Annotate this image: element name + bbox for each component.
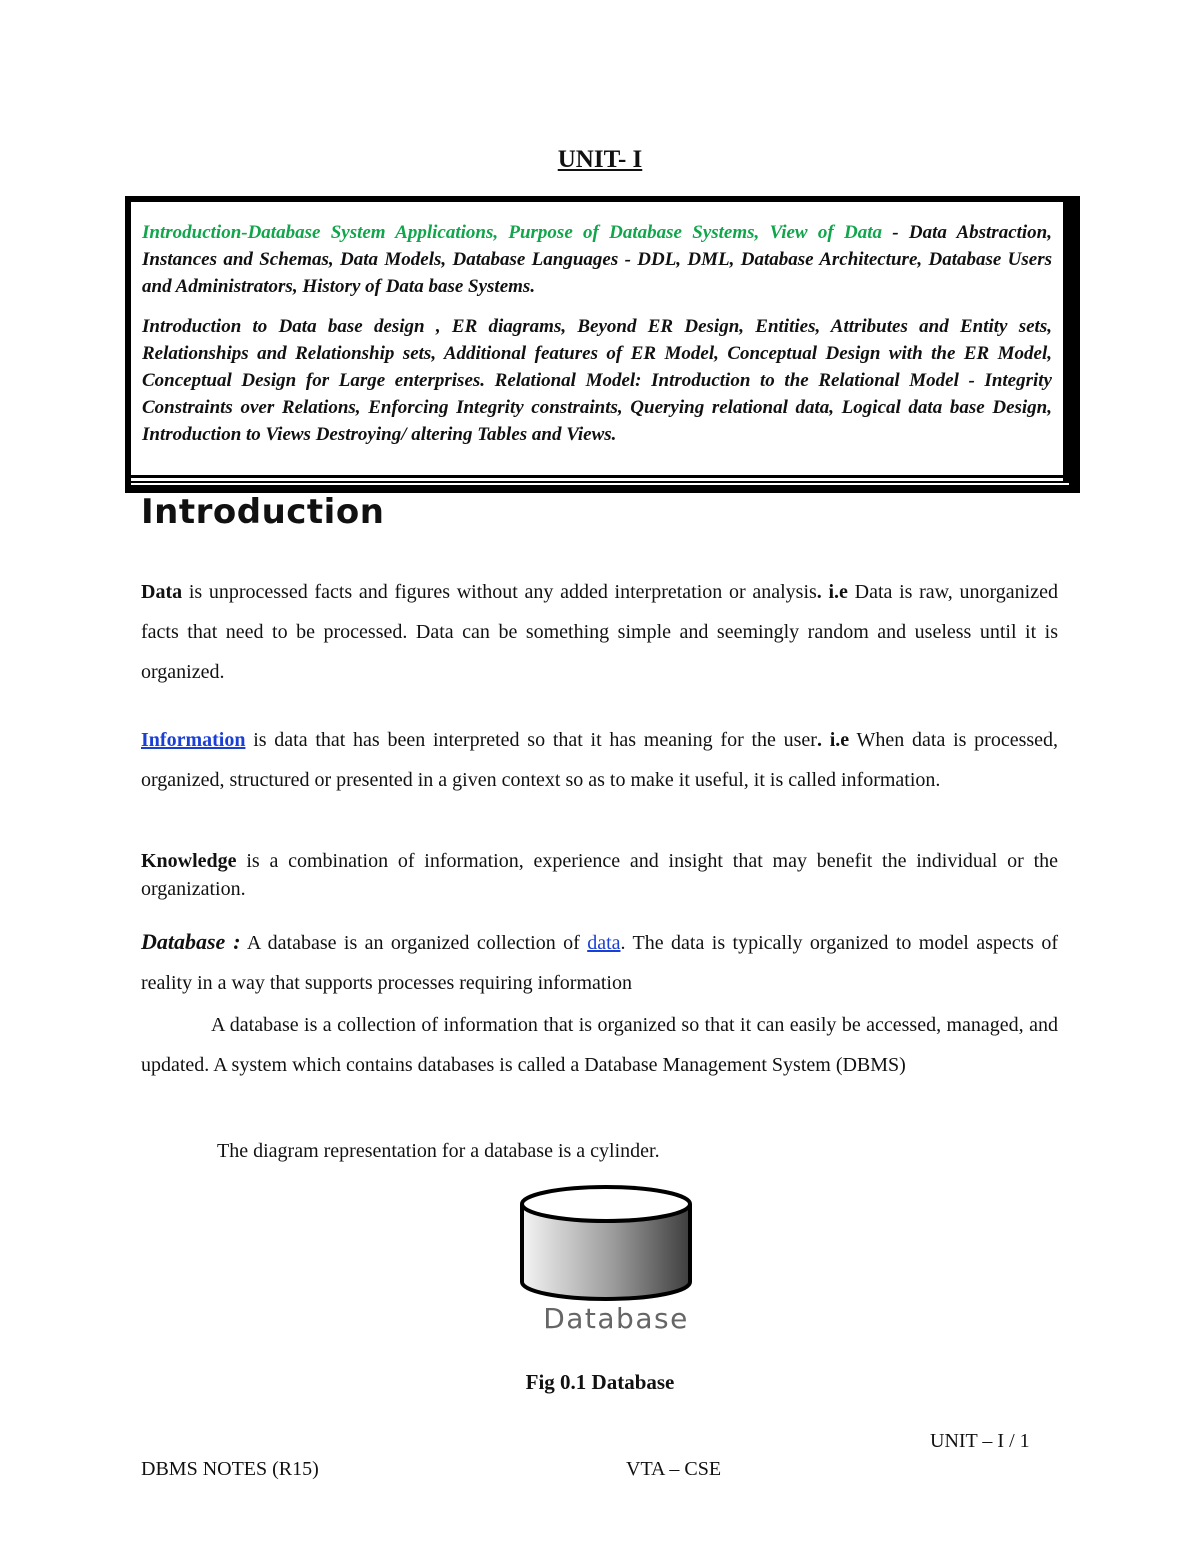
footer-page-number: UNIT – I / 1 xyxy=(930,1430,1030,1452)
knowledge-paragraph xyxy=(141,847,1058,903)
cylinder-label: Database xyxy=(543,1302,689,1335)
syllabus-paragraph-2: Introduction to Data base design , ER diagrams, Beyond ER Design, Entities, Attributes and Entity sets, Relationships and Relationship sets, Additional features of ER Model, Conceptual Design with the ER Model, Conceptual Design for Large enterprises. Relational Model: Introduction to the Relational Model - Integrity Constraints over Relations, Enforcing Integrity constraints, Querying relational data, Logical data base Design, Introduction to Views Destroying/ altering Tables and Views. xyxy=(142,316,1052,445)
syllabus-highlight: Introduction-Database System Applications, Purpose of Database Systems, View of Data xyxy=(142,222,882,243)
database-paragraph xyxy=(141,922,1058,1003)
box-rule-1 xyxy=(125,475,1080,478)
information-text-1: is data that has been interpreted so that it has meaning for the user xyxy=(245,729,817,751)
section-heading: Introduction xyxy=(141,492,385,532)
figure-caption: Fig 0.1 Database xyxy=(525,1370,675,1394)
box-rule-2 xyxy=(125,481,1080,483)
diagram-sentence: The diagram representation for a database is a cylinder. xyxy=(217,1140,660,1162)
syllabus-para1-rest: - Data Abstraction, Instances and Schemas, Data Models, Database Languages - DDL, DML, Database Architecture, Database Users and Administrators, History of Data base Systems. xyxy=(142,222,1052,297)
data-ie: . i.e xyxy=(816,581,848,603)
data-text-2: Data is raw, unorganized facts that need to be processed. Data can be something simple and seemingly random and useless until it is organized. xyxy=(141,581,1058,683)
information-text-2: When data is processed, organized, structured or presented in a given context so as to make it useful, it is called information. xyxy=(141,729,1059,791)
knowledge-text: is a combination of information, experience and insight that may benefit the individual or the organization. xyxy=(141,850,1058,900)
data-text-1: is unprocessed facts and figures without any added interpretation or analysis xyxy=(182,581,817,603)
database-text-2: . The data is typically organized to model aspects of reality in a way that supports processes requiring information xyxy=(141,932,1059,994)
data-paragraph xyxy=(141,572,1058,692)
database-cylinder-icon xyxy=(510,1182,722,1358)
footer-left: DBMS NOTES (R15) xyxy=(141,1458,319,1480)
information-link[interactable]: Information xyxy=(141,729,246,751)
knowledge-term: Knowledge xyxy=(141,850,237,872)
box-border-right xyxy=(1069,196,1080,493)
footer-center: VTA – CSE xyxy=(626,1458,722,1480)
information-ie: . i.e xyxy=(816,729,850,751)
syllabus-box xyxy=(125,196,1069,482)
box-border-bottom xyxy=(125,475,1080,493)
database-cylinder-figure xyxy=(510,1182,722,1358)
syllabus-paragraph-1 xyxy=(142,220,1052,300)
box-border-left-tail xyxy=(125,475,131,493)
data-link[interactable]: data xyxy=(587,932,621,954)
data-term: Data xyxy=(141,581,183,603)
database-text-1: A database is an organized collection of xyxy=(240,932,588,954)
information-paragraph xyxy=(141,720,1058,800)
dbms-paragraph: A database is a collection of information that is organized so that it can easily be accessed, managed, and updated. A system which contains databases is called a Database Management System (DBMS) xyxy=(141,1014,1058,1076)
database-term: Database : xyxy=(141,929,241,954)
unit-title: UNIT- I xyxy=(557,146,643,173)
